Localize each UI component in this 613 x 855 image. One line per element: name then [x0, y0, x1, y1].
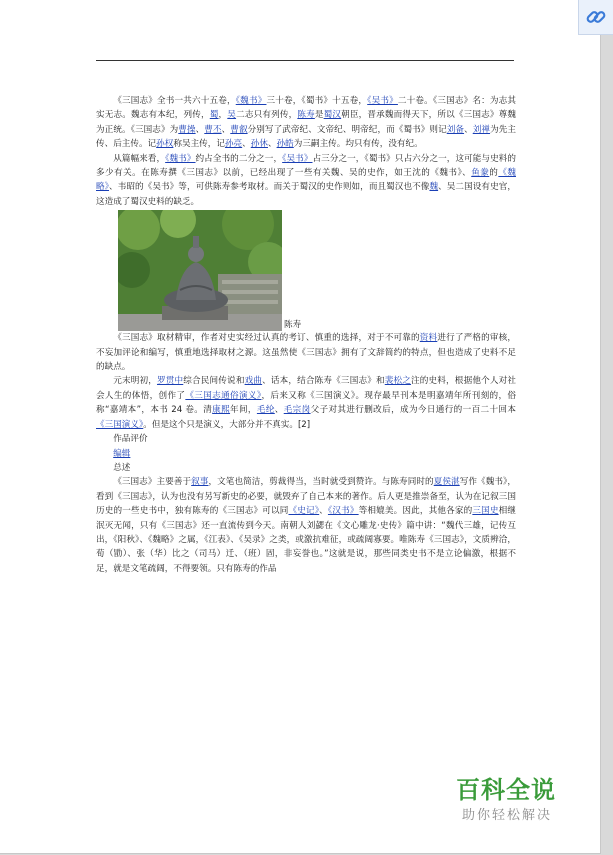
- watermark-title: 百科全说: [456, 776, 556, 804]
- text: 、: [464, 124, 473, 135]
- paragraph-1: [96, 94, 516, 152]
- section-heading: 作品评价: [113, 434, 148, 445]
- text: 注的史料，根据他个人对社会人生的体悟，创作了: [96, 376, 516, 401]
- text: 朝臣，晋承魏而得天下，所以《三国志》尊魏为正统。《三国志》为: [96, 110, 516, 135]
- link-shuhan[interactable]: 蜀汉: [323, 110, 342, 121]
- text: 、话本，结合陈寿《三国志》和: [262, 376, 385, 387]
- header-rule: [96, 60, 514, 61]
- link-tongsu-yanyi[interactable]: 《三国志通俗演义》: [185, 390, 262, 401]
- chain-glyph: [585, 6, 607, 28]
- link-xushi[interactable]: 叙事: [191, 477, 209, 488]
- text: 二志只有列传，: [236, 110, 298, 121]
- link-caocao[interactable]: 曹操: [178, 124, 196, 135]
- sub-heading: 总述: [113, 462, 131, 473]
- paragraph-2: [96, 152, 516, 210]
- text: 三十卷，《蜀书》十五卷，: [266, 96, 368, 106]
- text: 《三国志》全书一共六十五卷，: [113, 96, 236, 106]
- text: 从篇幅来看，: [113, 153, 166, 164]
- text: 相继泯灭无闻，只有《三国志》还一直流传到今天。南朝人刘勰在《文心雕龙·史传》篇中讲：“魏代三雄，记传互出，《阳秋》、《魏略》之属，《江表》、《吴录》之类，或激抗难征，或疏阔寡要。唯陈寿《三国志》，文质辨洽，荀（勖）、张（华）比之（司马）迁、（班）固，非妄誉也。”这就是说，那些同类史书不是立论偏激，根据不足，就是文笔疏阔，不得要领。只有陈寿的作品: [96, 506, 516, 574]
- paragraph-5: [96, 475, 516, 576]
- link-xiahouzhan[interactable]: 夏侯湛: [433, 477, 460, 488]
- link-sanguo-yanyi[interactable]: 《三国演义》: [96, 419, 144, 430]
- photo-caption: 陈寿: [284, 320, 302, 331]
- link-chenshou[interactable]: 陈寿: [297, 110, 315, 121]
- text: 。但是这个只是演义，大部分并不真实。[2]: [143, 419, 311, 430]
- link-ziliao[interactable]: 资料: [419, 333, 438, 344]
- text: 占三分之一，《蜀书》只占六分之一，这可能与史料的多少有关。在陈寿撰《三国志》以前，已经出现了一些有关魏、吴的史作，如王沈的《魏书》、: [96, 153, 517, 179]
- text: 《三国志》主要善于: [113, 477, 192, 488]
- link-shiji[interactable]: 《史记》: [288, 506, 320, 517]
- link-xiqu[interactable]: 戏曲: [244, 376, 263, 387]
- link-weishu[interactable]: 《魏书》: [235, 96, 267, 106]
- paragraph-3: [96, 331, 516, 374]
- link-wei[interactable]: 魏: [429, 182, 439, 193]
- figure: [96, 210, 516, 331]
- link-peisongzhi[interactable]: 裴松之: [384, 376, 412, 387]
- link-sunliang[interactable]: 孙亮: [224, 139, 243, 150]
- link-sunquan[interactable]: 孙权: [156, 139, 174, 150]
- text: 元末明初，: [113, 376, 157, 387]
- statue-photo: [118, 210, 282, 331]
- text: 的: [489, 168, 499, 179]
- link-caorui[interactable]: 曹叡: [230, 124, 248, 135]
- text: 年间，: [230, 405, 257, 416]
- text: 为先主传、后主传。记: [96, 124, 516, 150]
- link-wushu-2[interactable]: 《吴书》: [282, 153, 313, 164]
- link-yuhuan[interactable]: 鱼豢: [471, 168, 490, 179]
- text: 写作《魏书》，看到《三国志》，认为也没有另写新史的必要，就毁弃了自己本来的著作。后人更是推崇备至，认为在记叙三国历史的一些史书中，独有陈寿的《三国志》可以同: [96, 477, 516, 517]
- text: 、: [319, 506, 328, 517]
- text: 父子对其进行删改后，成为今日通行的一百二十回本: [310, 405, 516, 416]
- text: 《三国志》取材精审，作者对史实经过认真的考订、慎重的选择，对于不可靠的: [113, 333, 420, 344]
- text: 是: [314, 110, 324, 121]
- link-sunhao[interactable]: 孙皓: [276, 139, 294, 150]
- text: ，后来又称《三国演义》。现存最早刊本是明嘉靖年所刊刻的，俗称“嘉靖本”，本书 24 卷。清: [96, 390, 516, 416]
- link-chain-icon[interactable]: [578, 0, 613, 35]
- text: 二十卷。《三国志》名：为志其实无志。魏志有本纪，列传，: [96, 96, 517, 121]
- text: 、: [221, 124, 231, 135]
- link-caopi[interactable]: 曹丕: [204, 124, 222, 135]
- link-sanguoshi[interactable]: 三国史: [472, 506, 499, 517]
- text: 、: [267, 139, 277, 150]
- text: 综合民间传说和: [183, 376, 245, 387]
- link-kangxi[interactable]: 康熙: [212, 405, 231, 416]
- text: 分别写了武帝纪、文帝纪、明帝纪，而《蜀书》则记: [247, 124, 447, 135]
- text: 等相媲美。因此，其他各家的: [358, 506, 473, 517]
- edit-link-wrap: [96, 447, 516, 461]
- text: 约占全书的二分之一，: [195, 153, 283, 164]
- link-wushu[interactable]: 《吴书》: [367, 96, 398, 106]
- article-body: [96, 94, 516, 576]
- text: 、吴二国设有史官，这造成了蜀汉史料的缺乏。: [96, 182, 516, 207]
- link-wu[interactable]: 吴: [227, 110, 237, 121]
- link-maolun[interactable]: 毛纶: [256, 405, 275, 416]
- text: 、: [242, 139, 251, 150]
- link-weishu-2[interactable]: 《魏书》: [165, 153, 196, 164]
- text: 、: [195, 124, 205, 135]
- link-luoguanzhong[interactable]: 罗贯中: [156, 376, 184, 387]
- text: ，文笔也简洁，剪裁得当，当时就受到赞许。与陈寿同时的: [208, 477, 434, 488]
- link-liubei[interactable]: 刘备: [446, 124, 465, 135]
- link-hanshu[interactable]: 《汉书》: [327, 506, 359, 517]
- text: 、: [274, 405, 284, 416]
- text: 进行了严格的审核，不妄加评论和编写，慎重地选择取材之源。这虽然使《三国志》拥有了文辞简约的特点，但也造成了史料不足的缺点。: [96, 333, 516, 373]
- link-weilue[interactable]: 《魏略》: [96, 168, 516, 193]
- statue-illustration: [118, 210, 282, 331]
- watermark-subtitle: 助你轻松解决: [462, 808, 553, 823]
- link-sunxiu[interactable]: 孙休: [250, 139, 268, 150]
- text: ，: [218, 110, 228, 121]
- link-maozonggang[interactable]: 毛宗岗: [283, 405, 311, 416]
- text: 称吴主传，记: [173, 139, 225, 150]
- link-liushan[interactable]: 刘禅: [472, 124, 491, 135]
- paragraph-4: [96, 374, 516, 432]
- edit-link[interactable]: 编辑: [113, 448, 131, 459]
- text: 为三嗣主传。均只有传，没有纪。: [293, 139, 423, 150]
- link-shu[interactable]: 蜀: [209, 110, 219, 121]
- text: 、韦昭的《吴书》等，可供陈寿参考取材。而关于蜀汉的史作则如，而且蜀汉也不像: [109, 182, 430, 193]
